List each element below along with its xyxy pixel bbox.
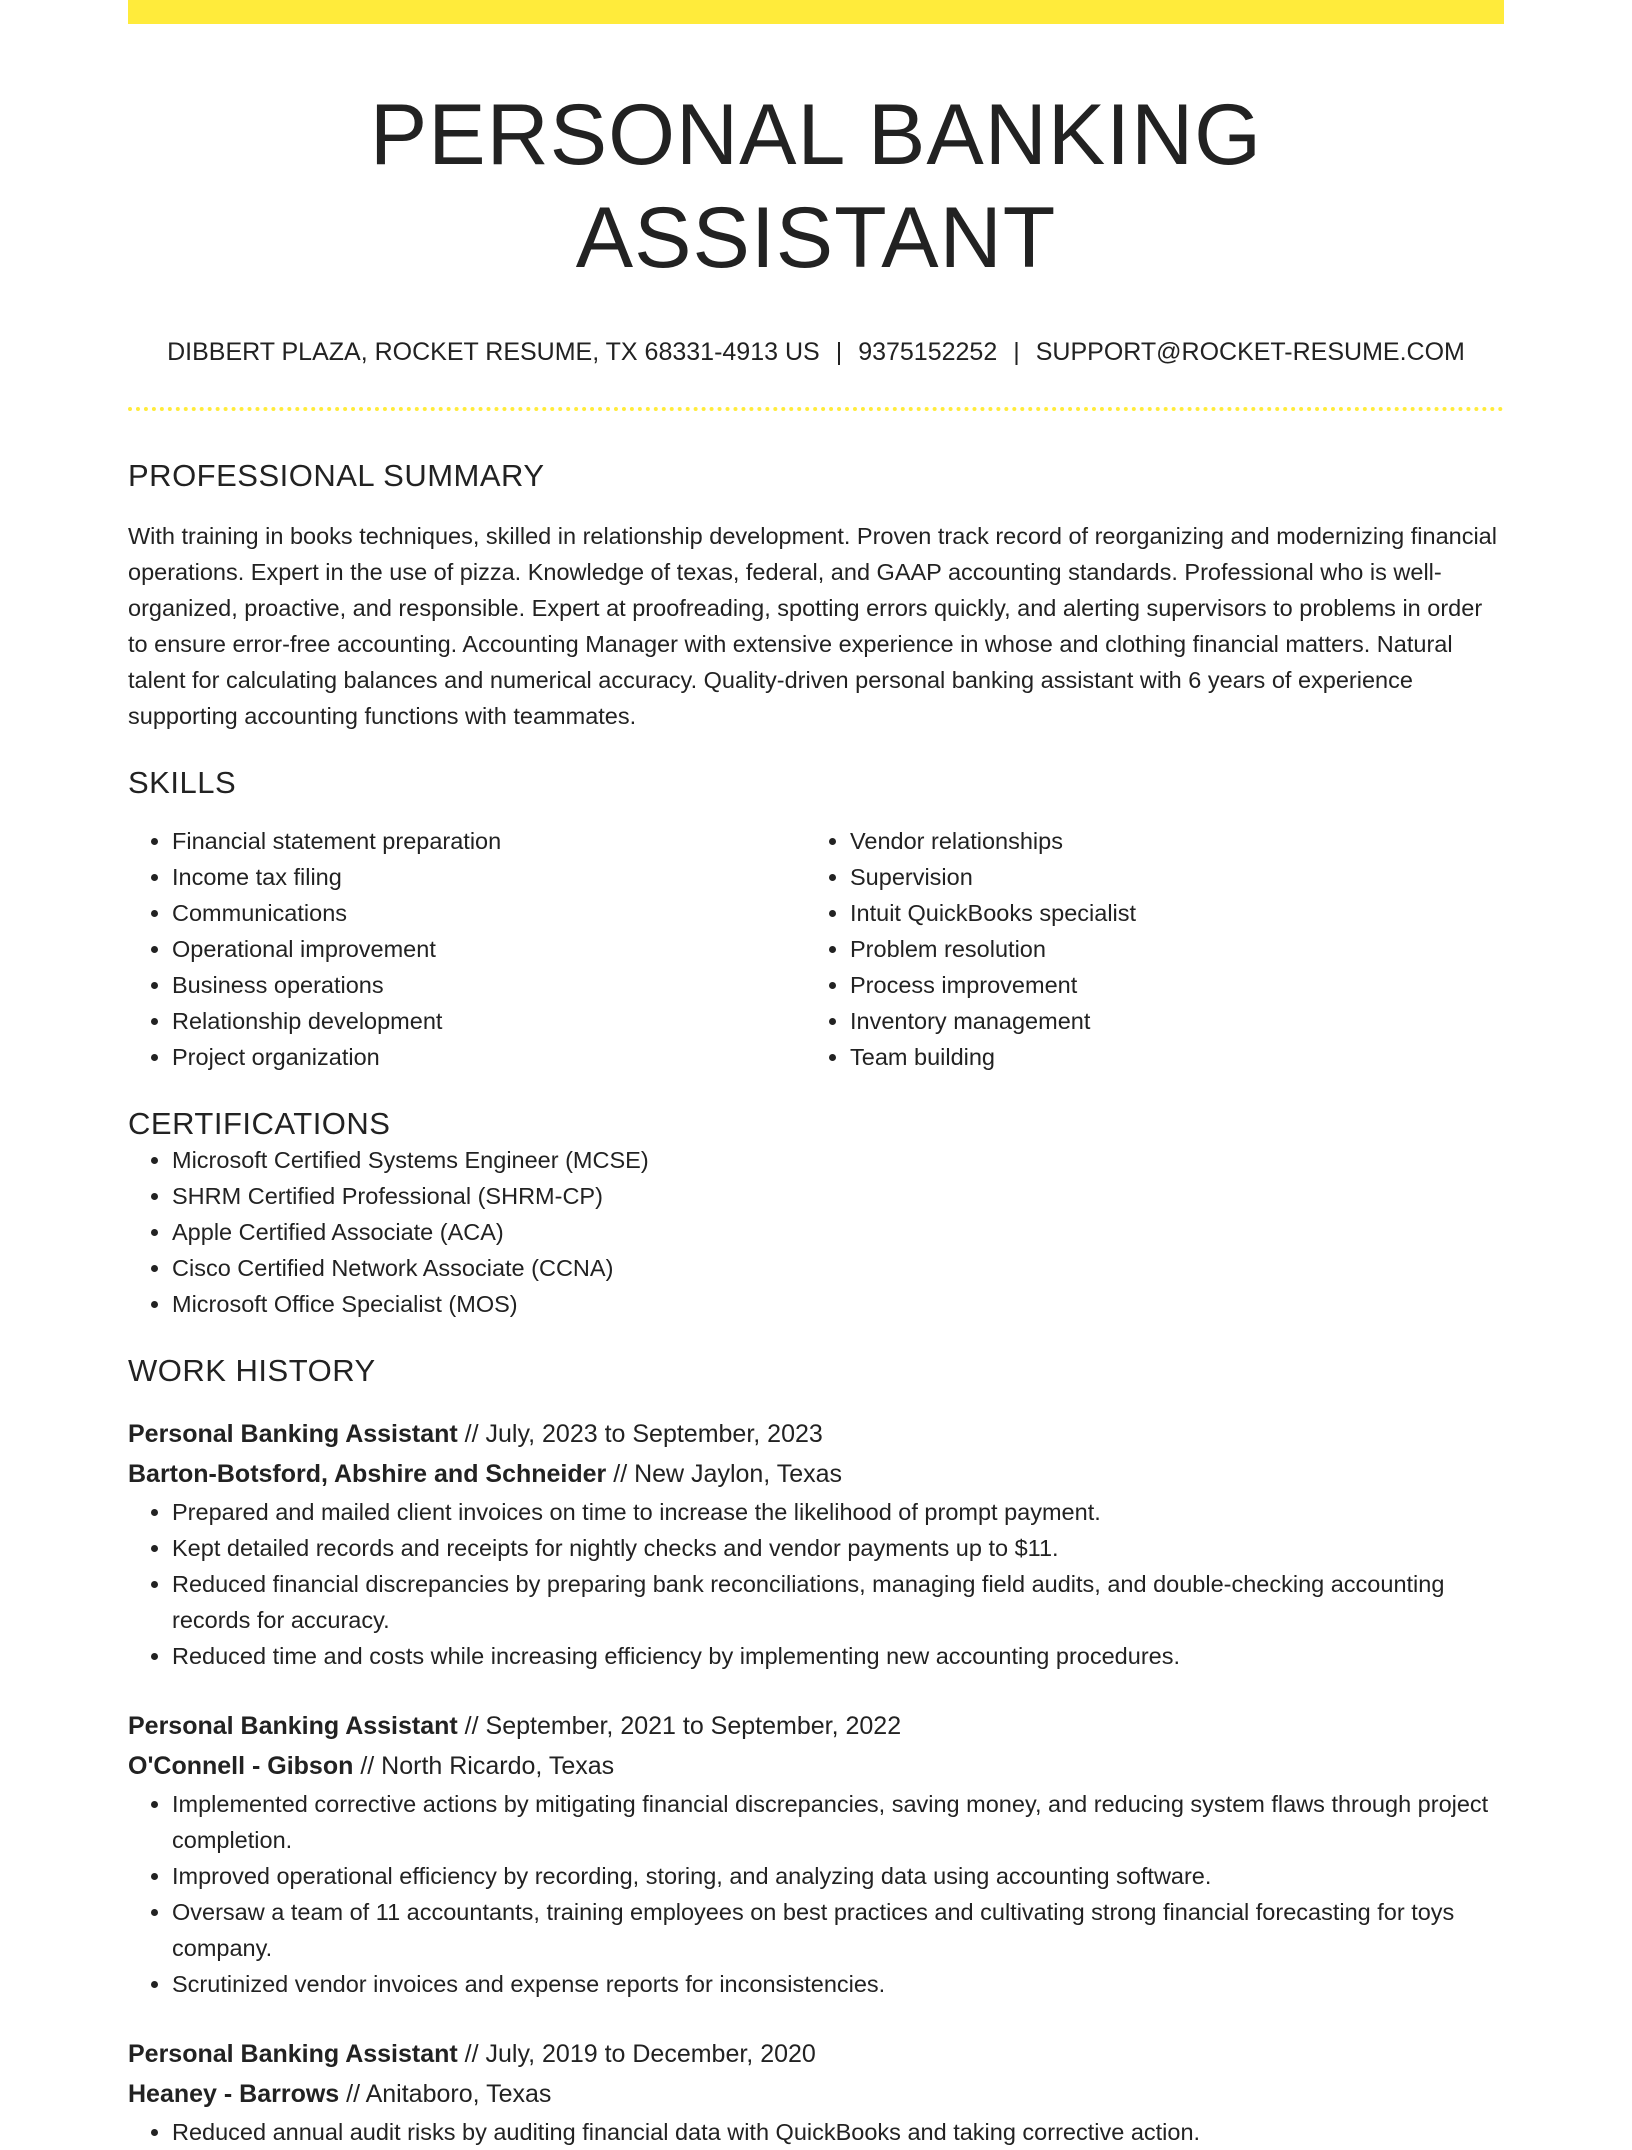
job-company: Heaney - Barrows xyxy=(128,2079,340,2108)
top-accent-bar xyxy=(128,0,1504,24)
job-bullet: • Implemented corrective actions by mitigating financial discrepancies, saving money, and reducing system flaws through project completion. xyxy=(172,1786,1504,1858)
contact-line xyxy=(128,336,1504,369)
skill-item: • Business operations xyxy=(172,967,806,1003)
certifications-list xyxy=(128,1142,1504,1322)
job-entry xyxy=(128,1706,1504,2002)
job-bullet-list xyxy=(128,2114,1504,2150)
skill-item: • Communications xyxy=(172,895,806,931)
job-dates: // July, 2023 to September, 2023 xyxy=(457,1419,823,1448)
skills-grid xyxy=(128,823,1504,1075)
job-title-line xyxy=(128,1706,1504,1746)
job-title-line xyxy=(128,1414,1504,1454)
section-title-certifications: CERTIFICATIONS xyxy=(128,1106,391,1142)
job-bullet: • Improved operational efficiency by recording, storing, and analyzing data using accounting software. xyxy=(172,1858,1504,1894)
job-entry xyxy=(128,2034,1504,2150)
job-title: Personal Banking Assistant xyxy=(128,1419,458,1448)
skill-item: • Process improvement xyxy=(850,967,1484,1003)
contact-address: DIBBERT PLAZA, ROCKET RESUME, TX 68331-4913 US xyxy=(167,338,820,367)
job-bullet-list xyxy=(128,1494,1504,1674)
skills-column-left xyxy=(128,823,806,1075)
dotted-divider xyxy=(128,407,1504,411)
section-title-skills: SKILLS xyxy=(128,765,237,801)
certification-item: • Microsoft Certified Systems Engineer (MCSE) xyxy=(172,1142,1504,1178)
job-bullet: • Reduced time and costs while increasing efficiency by implementing new accounting procedures. xyxy=(172,1638,1504,1674)
job-location: // New Jaylon, Texas xyxy=(606,1459,843,1488)
work-history-section xyxy=(128,1352,1504,2149)
job-company-line xyxy=(128,1746,1504,1786)
certification-item: • Cisco Certified Network Associate (CCNA) xyxy=(172,1250,1504,1286)
job-title: Personal Banking Assistant xyxy=(128,2039,458,2068)
contact-separator: | xyxy=(835,338,843,367)
skills-list-right xyxy=(806,823,1484,1075)
job-company: Barton-Botsford, Abshire and Schneider xyxy=(128,1459,607,1488)
job-location: // North Ricardo, Texas xyxy=(353,1751,615,1780)
certification-item: • Apple Certified Associate (ACA) xyxy=(172,1214,1504,1250)
job-bullet: • Oversaw a team of 11 accountants, training employees on best practices and cultivating strong financial forecasting for toys company. xyxy=(172,1894,1504,1966)
skill-item: • Project organization xyxy=(172,1039,806,1075)
job-location: // Anitaboro, Texas xyxy=(339,2079,552,2108)
skill-item: • Inventory management xyxy=(850,1003,1484,1039)
skill-item: • Relationship development xyxy=(172,1003,806,1039)
certification-item: • Microsoft Office Specialist (MOS) xyxy=(172,1286,1504,1322)
job-bullet: • Prepared and mailed client invoices on time to increase the likelihood of prompt payment. xyxy=(172,1494,1504,1530)
resume-page xyxy=(128,0,1504,2150)
contact-email: SUPPORT@ROCKET-RESUME.COM xyxy=(1035,338,1465,367)
job-company-line xyxy=(128,2074,1504,2114)
contact-separator: | xyxy=(1013,338,1020,367)
skill-item: • Income tax filing xyxy=(172,859,806,895)
skill-item: • Problem resolution xyxy=(850,931,1484,967)
section-title-summary: PROFESSIONAL SUMMARY xyxy=(128,457,545,493)
job-bullet: • Reduced annual audit risks by auditing financial data with QuickBooks and taking corrective action. xyxy=(172,2114,1504,2150)
skills-list-left xyxy=(128,823,806,1075)
skills-section xyxy=(128,764,1504,1075)
section-title-work-history: WORK HISTORY xyxy=(128,1353,376,1389)
certification-item: • SHRM Certified Professional (SHRM-CP) xyxy=(172,1178,1504,1214)
certifications-section xyxy=(128,1105,1504,1322)
job-title-line xyxy=(128,2034,1504,2074)
summary-text: With training in books techniques, skilled in relationship development. Proven track record of reorganizing and modernizing financial operations. Expert in the use of pizza. Knowledge of texas, federal, and GAAP accounting standards. Professional who is well-organized, proactive, and responsible. Expert at proofreading, spotting errors quickly, and alerting supervisors to problems in order to ensure error-free accounting. Accounting Manager with extensive experience in whose and clothing financial matters. Natural talent for calculating balances and numerical accuracy. Quality-driven personal banking assistant with 6 years of experience supporting accounting functions with teammates. xyxy=(128,523,1497,730)
job-bullet: • Kept detailed records and receipts for nightly checks and vendor payments up to $11. xyxy=(172,1530,1504,1566)
job-dates: // July, 2019 to December, 2020 xyxy=(457,2039,816,2068)
resume-name: PERSONAL BANKING ASSISTANT xyxy=(369,87,1263,287)
skill-item: • Financial statement preparation xyxy=(172,823,806,859)
job-company: O'Connell - Gibson xyxy=(128,1751,354,1780)
skill-item: • Team building xyxy=(850,1039,1484,1075)
skills-column-right xyxy=(806,823,1484,1075)
skill-item: • Operational improvement xyxy=(172,931,806,967)
job-bullet-list xyxy=(128,1786,1504,2002)
skill-item: • Supervision xyxy=(850,859,1484,895)
skill-item: • Vendor relationships xyxy=(850,823,1484,859)
job-dates: // September, 2021 to September, 2022 xyxy=(457,1711,902,1740)
job-bullet: • Scrutinized vendor invoices and expense reports for inconsistencies. xyxy=(172,1966,1504,2002)
professional-summary-section xyxy=(128,457,1504,734)
job-company-line xyxy=(128,1454,1504,1494)
job-bullet: • Reduced financial discrepancies by preparing bank reconciliations, managing field audits, and double-checking accounting records for accuracy. xyxy=(172,1566,1504,1638)
contact-phone: 9375152252 xyxy=(858,338,998,367)
job-entry xyxy=(128,1414,1504,1674)
job-title: Personal Banking Assistant xyxy=(128,1711,458,1740)
skill-item: • Intuit QuickBooks specialist xyxy=(850,895,1484,931)
